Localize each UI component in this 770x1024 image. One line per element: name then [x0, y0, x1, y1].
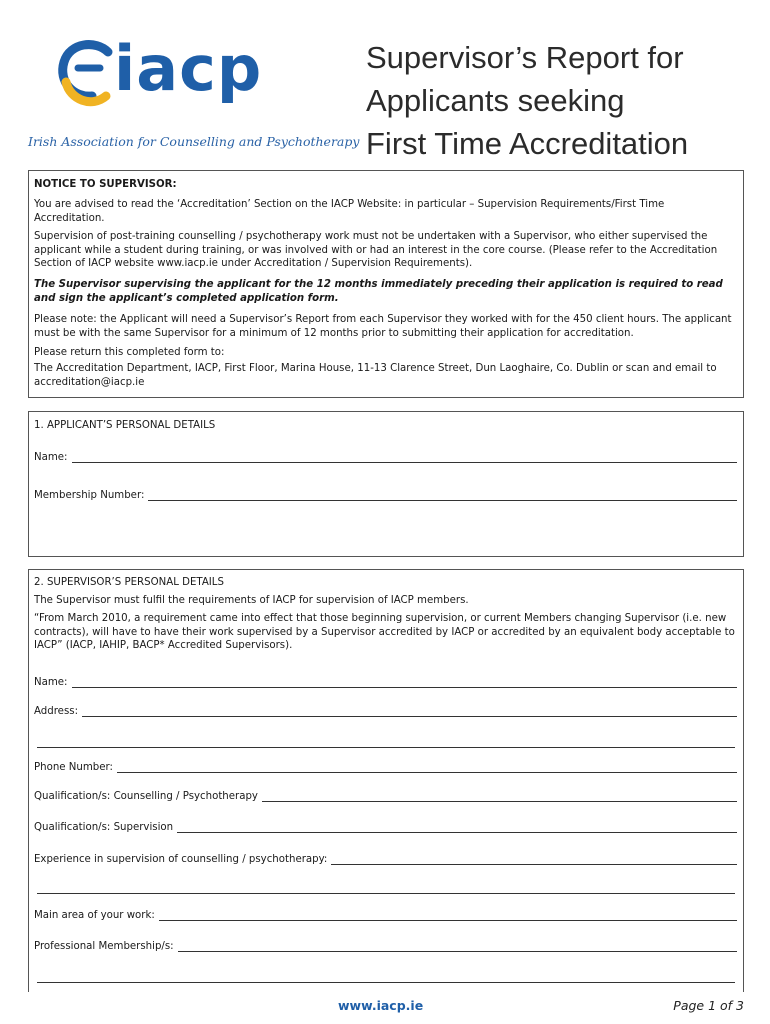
page-number: Page 1 of 3: [673, 998, 744, 1013]
membership-continuation-line[interactable]: [37, 982, 735, 983]
logo-subtitle: Irish Association for Counselling and Psychotherapy: [28, 134, 360, 149]
experience-field[interactable]: [34, 854, 737, 865]
field-label: Qualification/s: Counselling / Psychotherapy: [34, 791, 258, 802]
membership-number-field[interactable]: [34, 490, 737, 501]
experience-input[interactable]: [331, 856, 737, 865]
applicant-name-field[interactable]: [34, 452, 737, 463]
field-label: Name:: [34, 452, 68, 463]
iacp-logo: [28, 32, 360, 158]
main-area-field[interactable]: [34, 910, 737, 921]
page-title: [366, 36, 688, 165]
section-quote: “From March 2010, a requirement came into effect that those beginning supervision, or current Members changing Supervisor (i.e. new contracts), will have to have their work supervised by a Supervisor accredited by IACP or accredited by an equivalent body acceptable to IACP” (IACP, IAHIP, BACP* Accredited Supervisors).: [34, 613, 735, 652]
qualification-supervision-input[interactable]: [177, 824, 737, 833]
footer-website-link[interactable]: www.iacp.ie: [338, 998, 424, 1013]
applicant-details-section: [28, 411, 744, 557]
supervisor-name-field[interactable]: [34, 677, 737, 688]
field-label: Main area of your work:: [34, 910, 155, 921]
field-label: Qualification/s: Supervision: [34, 822, 174, 833]
address-continuation-line[interactable]: [37, 747, 735, 748]
applicant-name-input[interactable]: [72, 454, 738, 463]
notice-paragraph: Please return this completed form to:: [34, 347, 225, 358]
field-label: Membership Number:: [34, 490, 145, 501]
phone-number-input[interactable]: [117, 764, 737, 773]
qualification-counselling-field[interactable]: [34, 791, 737, 802]
supervisor-details-section: [28, 569, 744, 992]
address-field[interactable]: [34, 706, 737, 717]
field-label: Name:: [34, 677, 68, 688]
section-heading: 2. SUPERVISOR’S PERSONAL DETAILS: [34, 577, 224, 588]
main-area-input[interactable]: [159, 912, 737, 921]
notice-paragraph-emphasis: The Supervisor supervising the applicant for the 12 months immediately preceding their application is required to read and sign the applicant’s completed application form.: [34, 279, 723, 304]
qualification-counselling-input[interactable]: [262, 793, 737, 802]
field-label: Phone Number:: [34, 762, 113, 773]
qualification-supervision-field[interactable]: [34, 822, 737, 833]
title-line: Applicants seeking: [366, 83, 625, 118]
professional-membership-input[interactable]: [178, 943, 737, 952]
experience-continuation-line[interactable]: [37, 893, 735, 894]
notice-paragraph: Please note: the Applicant will need a Supervisor’s Report from each Supervisor they worked with for the 450 client hours. The applicant must be with the same Supervisor for a minimum of 12 months prior to submitting their application for accreditation.: [34, 314, 732, 339]
address-input[interactable]: [82, 708, 737, 717]
supervisor-name-input[interactable]: [72, 679, 738, 688]
notice-heading: NOTICE TO SUPERVISOR:: [34, 179, 177, 190]
phone-number-field[interactable]: [34, 762, 737, 773]
field-label: Experience in supervision of counselling / psychotherapy:: [34, 854, 328, 865]
notice-paragraph: You are advised to read the ‘Accreditation’ Section on the IACP Website: in particular – Supervision Requirements/First Time Accreditation.: [34, 199, 665, 224]
membership-number-input[interactable]: [148, 492, 737, 501]
notice-return-address: The Accreditation Department, IACP, First Floor, Marina House, 11-13 Clarence Street, Dun Laoghaire, Co. Dublin or scan and email to accreditation@iacp.ie: [34, 363, 717, 388]
logo-wordmark: iacp: [114, 32, 263, 105]
section-heading: 1. APPLICANT’S PERSONAL DETAILS: [34, 420, 216, 431]
professional-membership-field[interactable]: [34, 941, 737, 952]
field-label: Address:: [34, 706, 79, 717]
title-line: Supervisor’s Report for: [366, 40, 684, 75]
title-line: First Time Accreditation: [366, 126, 689, 161]
field-label: Professional Membership/s:: [34, 941, 174, 952]
notice-box: [28, 170, 744, 398]
notice-paragraph: Supervision of post-training counselling / psychotherapy work must not be undertaken with a Supervisor, who either supervised the applicant while a student during training, or was involved with or had an interest in the core course. (Please refer to the Accreditation Section of IACP website www.iacp.ie under Accreditation / Supervision Requirements).: [34, 231, 718, 270]
iacp-swirl-icon: [56, 38, 116, 108]
section-intro: The Supervisor must fulfil the requirements of IACP for supervision of IACP members.: [34, 595, 469, 606]
